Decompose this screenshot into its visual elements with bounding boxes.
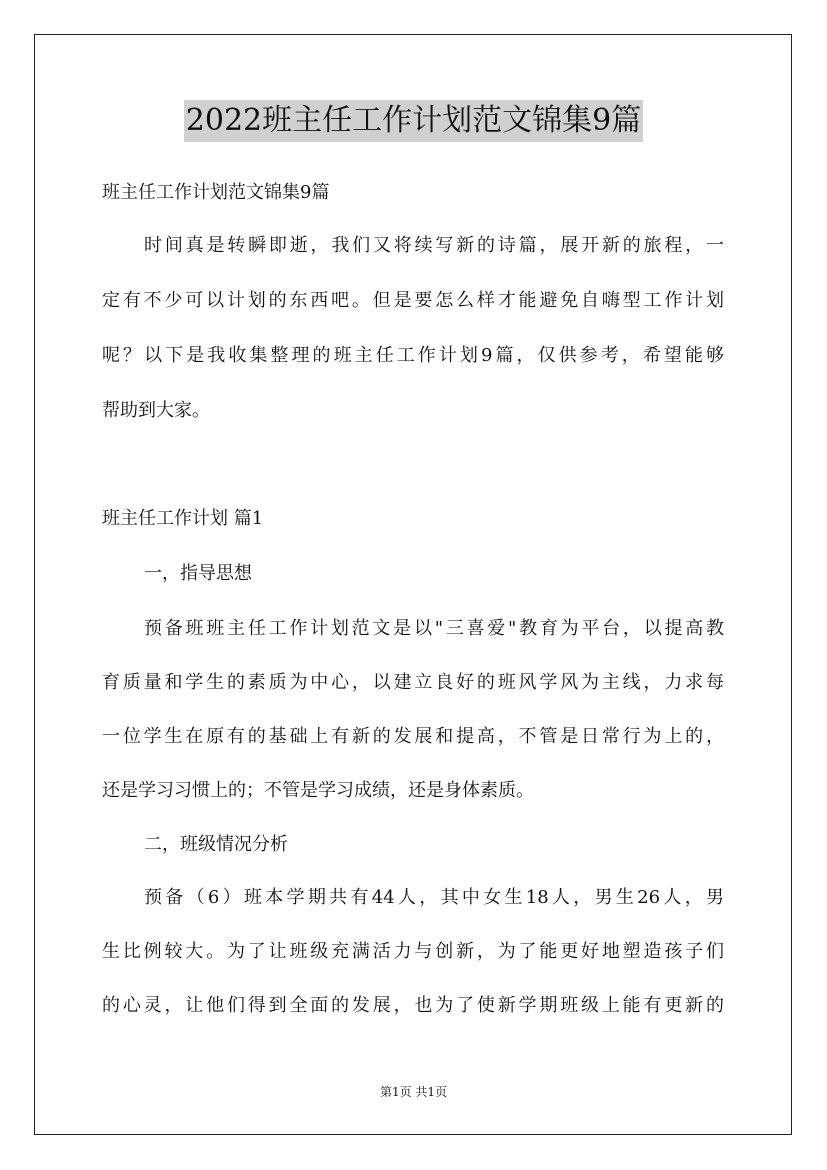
part2-line-1: 预备（6）班本学期共有44人，其中女生18人，男生26人，男 bbox=[144, 887, 724, 908]
part2-line-2: 生比例较大。为了让班级充满活力与创新，为了能更好地塑造孩子们 bbox=[102, 941, 724, 962]
intro-line-2: 定有不少可以计划的东西吧。但是要怎么样才能避免自嗨型工作计划 bbox=[102, 290, 724, 311]
part2-line-3: 的心灵，让他们得到全面的发展，也为了使新学期班级上能有更新的 bbox=[102, 995, 724, 1016]
intro-line-1: 时间真是转瞬即逝，我们又将续写新的诗篇，展开新的旅程，一 bbox=[144, 235, 724, 256]
section-heading: 班主任工作计划 篇1 bbox=[102, 508, 264, 529]
intro-line-3: 呢？以下是我收集整理的班主任工作计划9篇，仅供参考，希望能够 bbox=[102, 345, 724, 366]
part1-line-1: 预备班班主任工作计划范文是以"三喜爱"教育为平台，以提高教 bbox=[144, 618, 724, 639]
title-container bbox=[0, 100, 827, 142]
document-title: 2022班主任工作计划范文锦集9篇 bbox=[184, 100, 643, 142]
part1-line-2: 育质量和学生的素质为中心，以建立良好的班风学风为主线，力求每 bbox=[102, 672, 724, 693]
intro-line-4: 帮助到大家。 bbox=[102, 400, 210, 421]
part1-heading: 一，指导思想 bbox=[144, 563, 252, 584]
part2-heading: 二，班级情况分析 bbox=[144, 834, 288, 855]
part1-line-3: 一位学生在原有的基础上有新的发展和提高，不管是日常行为上的， bbox=[102, 726, 724, 747]
page-footer: 第1页 共1页 bbox=[379, 1085, 448, 1099]
part1-line-4: 还是学习习惯上的；不管是学习成绩，还是身体素质。 bbox=[102, 780, 534, 801]
document-subtitle: 班主任工作计划范文锦集9篇 bbox=[102, 182, 330, 203]
